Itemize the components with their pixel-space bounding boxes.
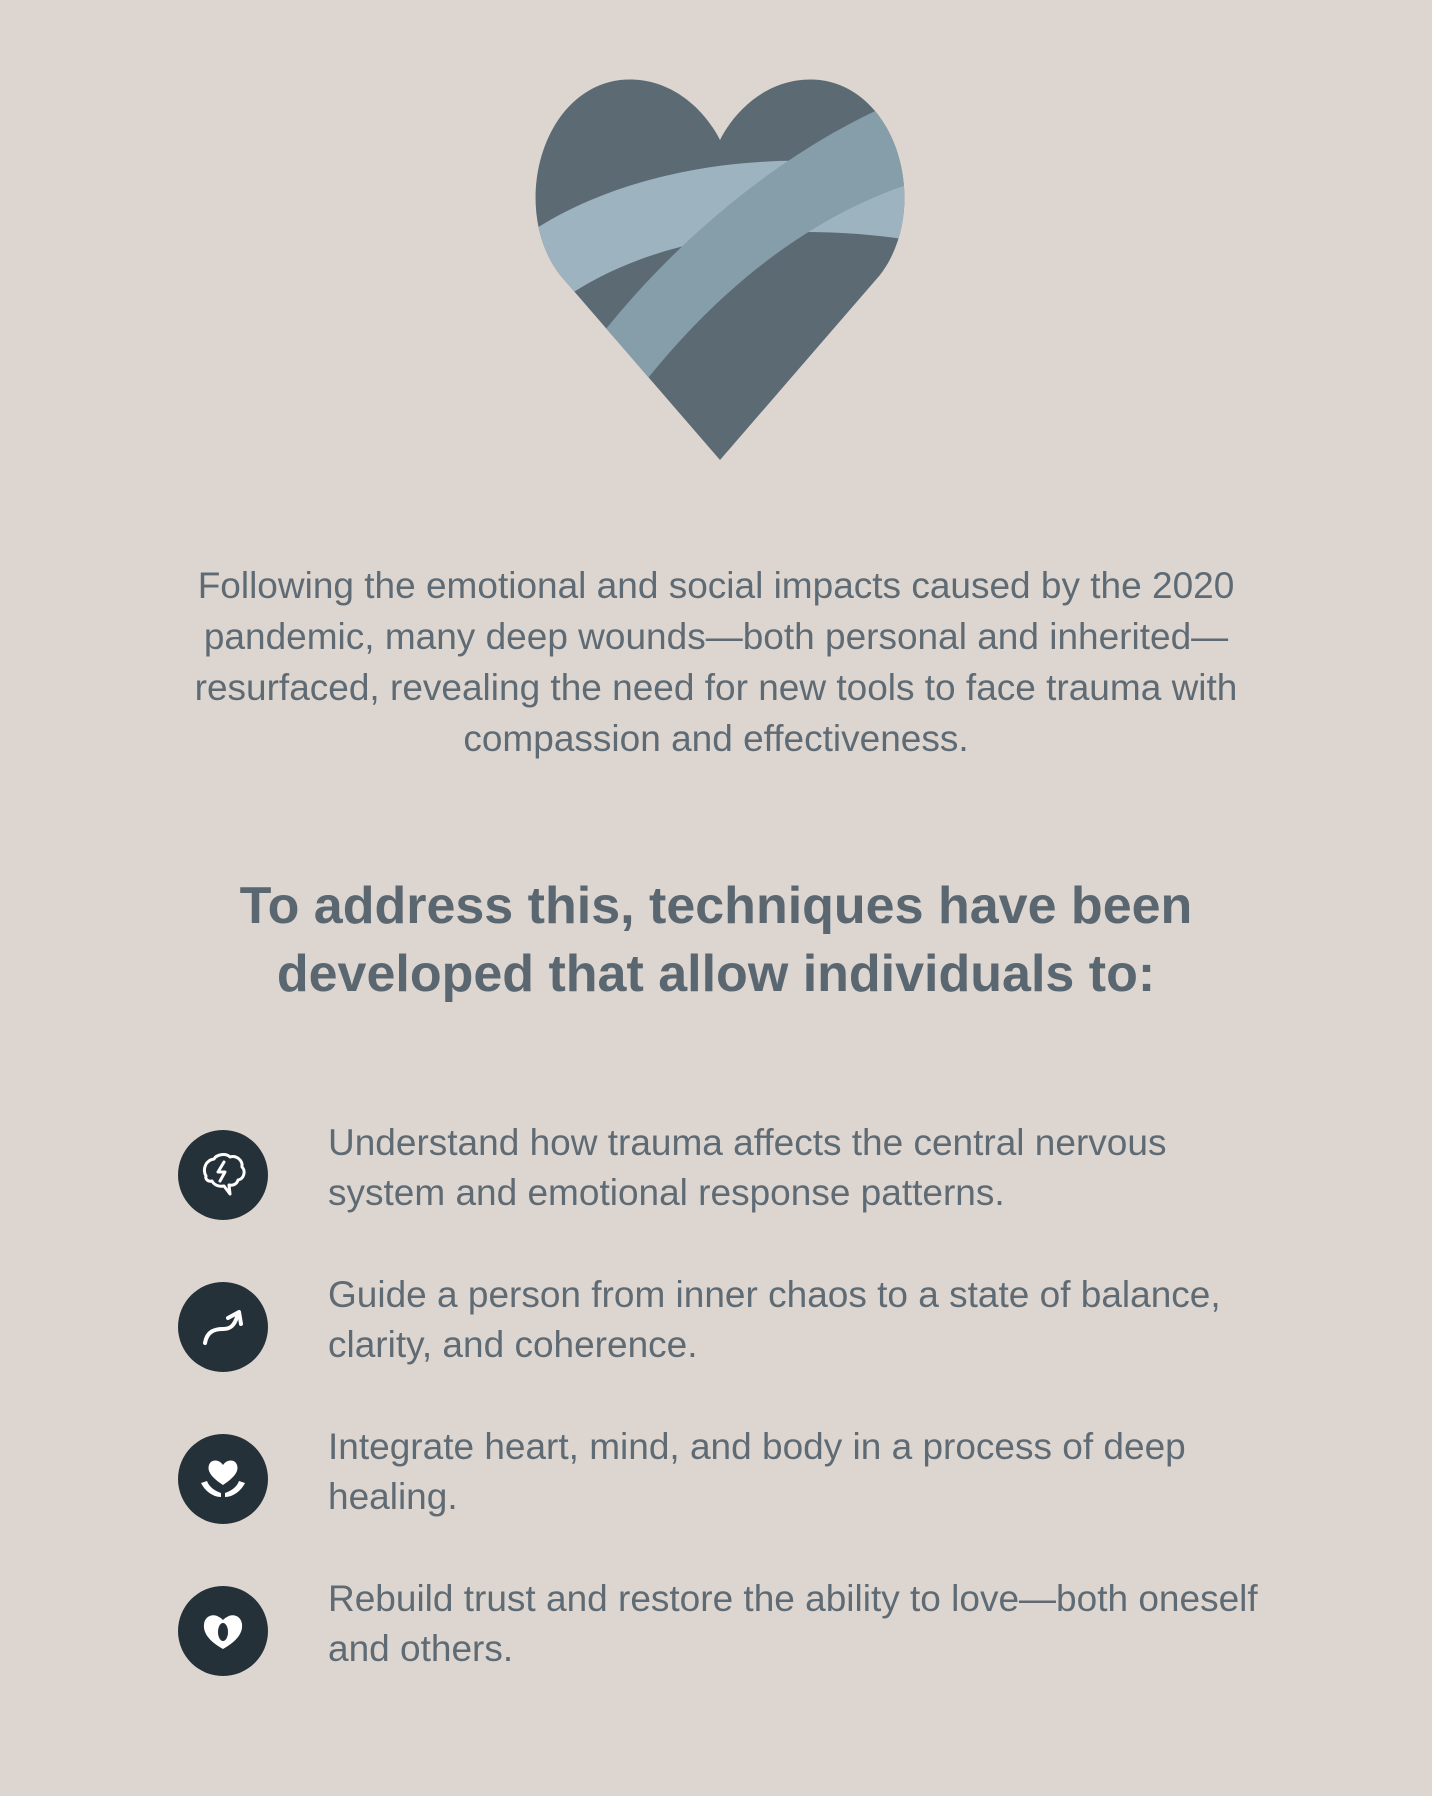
benefit-list bbox=[178, 1118, 1298, 1726]
brain-lightning-icon bbox=[197, 1149, 249, 1201]
badge bbox=[178, 1282, 268, 1372]
badge bbox=[178, 1434, 268, 1524]
hands-holding-heart-icon bbox=[197, 1453, 249, 1505]
list-item bbox=[178, 1118, 1298, 1270]
open-heart-icon bbox=[197, 1605, 249, 1657]
badge bbox=[178, 1130, 268, 1220]
benefit-text: Understand how trauma affects the central nervous system and emotional response patterns. bbox=[328, 1122, 1167, 1213]
benefit-text: Rebuild trust and restore the ability to love—both oneself and others. bbox=[328, 1578, 1258, 1669]
benefit-text: Guide a person from inner chaos to a state of balance, clarity, and coherence. bbox=[328, 1274, 1221, 1365]
list-item bbox=[178, 1270, 1298, 1422]
rising-arrow-icon bbox=[197, 1301, 249, 1353]
list-item bbox=[178, 1422, 1298, 1574]
intro-paragraph: Following the emotional and social impacts caused by the 2020 pandemic, many deep wounds—both personal and inherited—resurfaced, revealing the need for new tools to face trauma with compassion and effectiveness. bbox=[194, 565, 1238, 759]
section-heading: To address this, techniques have been developed that allow individuals to: bbox=[239, 877, 1193, 1003]
benefit-text: Integrate heart, mind, and body in a process of deep healing. bbox=[328, 1426, 1186, 1517]
badge bbox=[178, 1586, 268, 1676]
bandaged-heart-icon bbox=[520, 70, 920, 470]
list-item bbox=[178, 1574, 1298, 1726]
bandaged-heart-illustration bbox=[520, 70, 920, 470]
